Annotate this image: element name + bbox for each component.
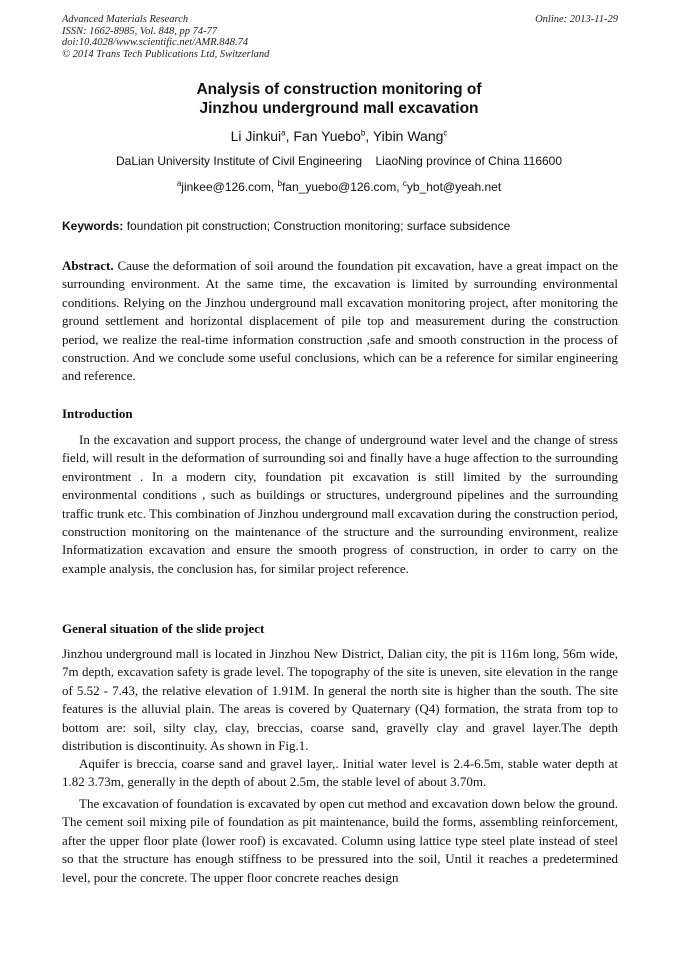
title-line-2: Jinzhou underground mall excavation [199,100,479,117]
journal-name: Advanced Materials Research [62,14,189,25]
issn-line: ISSN: 1662-8985, Vol. 848, pp 74-77 [62,25,218,37]
keywords-label: Keywords: [62,219,124,233]
author-sep-2: , [365,128,373,144]
abstract-label: Abstract. [62,258,114,273]
author-list [0,128,678,144]
author-1-mark: a [281,128,286,138]
paper-title [0,80,678,118]
abstract-text: Cause the deformation of soil around the foundation pit excavation, have a great impact on the surrounding environment. At the same time, the excavation is limited by surrounding environmental conditions. Relying on the Jinzhou underground mall excavation monitoring project, after monitoring the ground settlement and horizontal displacement of pile top and measurement during the construction period, we realize the real-time information construction ,safe and smooth construction in the process of construction. And we conclude some useful conclusions, which can be a reference for similar engineering and reference. [62,258,618,384]
author-1: Li Jinkui [230,128,282,144]
email-3-mark: c [402,179,407,188]
email-list [0,180,678,194]
doi-line: doi:10.4028/www.scientific.net/AMR.848.74 [62,37,249,48]
general-situation-heading: General situation of the slide project [62,621,265,636]
introduction-heading: Introduction [62,406,133,421]
general-paragraph-3: The excavation of foundation is excavated by open cut method and excavation down below the ground. The cement soil mixing pile of foundation as pit maintenance, build the forms, assembling reinforcement, after the upper floor plate (lower roof) is excavated. Column using lattice type steel plate instead of steel so that the structure has enough stiffness to be pressured into the soil, Until it reaches a predetermined level, pour the concrete. The upper floor concrete reaches design [62,796,618,885]
introduction-paragraph: In the excavation and support process, the change of underground water level and the change of stress field, will result in the deformation of surrounding soi and finally have a huge affection to the surrounding environtment . In a modern city, foundation pit excavation is still limited by the surrounding environmental conditions , such as buildings or structures, underground pipelines and the surrounding traffic trunk etc. This combination of Jinzhou underground mall excavation during the construction period, construction monitoring on the maintenance of the structure and the surrounding environment, realize Informatization excavation and ensure the smooth progress of construction, in order to carry on the example analysis, the conclusion has, for similar project reference. [62,432,618,576]
author-2-mark: b [360,128,366,138]
author-sep-1: , [285,128,294,144]
email-3: yb_hot@yeah.net [406,180,502,194]
title-line-1: Analysis of construction monitoring of [196,81,482,98]
online-date: Online: 2013-11-29 [535,14,618,25]
general-paragraph-2: Aquifer is breccia, coarse sand and gravel layer,. Initial water level is 2.4-6.5m, stable water depth at 1.82 3.73m, generally in the depth of about 2.5m, the stable level of about 3.70m. [62,756,618,790]
keywords-text: foundation pit construction; Construction monitoring; surface subsidence [123,219,511,233]
copyright-line: © 2014 Trans Tech Publications Ltd, Switzerland [62,48,270,60]
author-2: Fan Yuebo [293,128,361,144]
keywords [62,219,618,233]
journal-header [62,14,618,60]
affiliation: DaLian University Institute of Civil Engineering LiaoNing province of China 116600 [115,154,563,168]
general-paragraph-1: Jinzhou underground mall is located in Jinzhou New District, Dalian city, the pit is 116m long, 56m wide, 7m depth, excavation safety is grade level. The topography of the site is uneven, site elevation in the range of 5.52 - 7.43, the relative elevation of 1.91M. In general the north site is higher than the south. The site features is the alluvial plain. The areas is covered by Quaternary (Q4) formation, the strata from top to bottom are: soil, silty clay, clay, breccias, coarse sand, gravelly clay and gravel layer.The depth distribution is discontinuity. As shown in Fig.1. [62,646,618,754]
email-2-mark: b [277,179,282,188]
email-1-mark: a [176,179,182,188]
author-3-mark: c [443,128,448,138]
author-3: Yibin Wang [372,128,444,144]
abstract [62,257,618,386]
email-1: jinkee@126.com, [181,180,278,194]
email-2: fan_yuebo@126.com, [281,180,403,194]
